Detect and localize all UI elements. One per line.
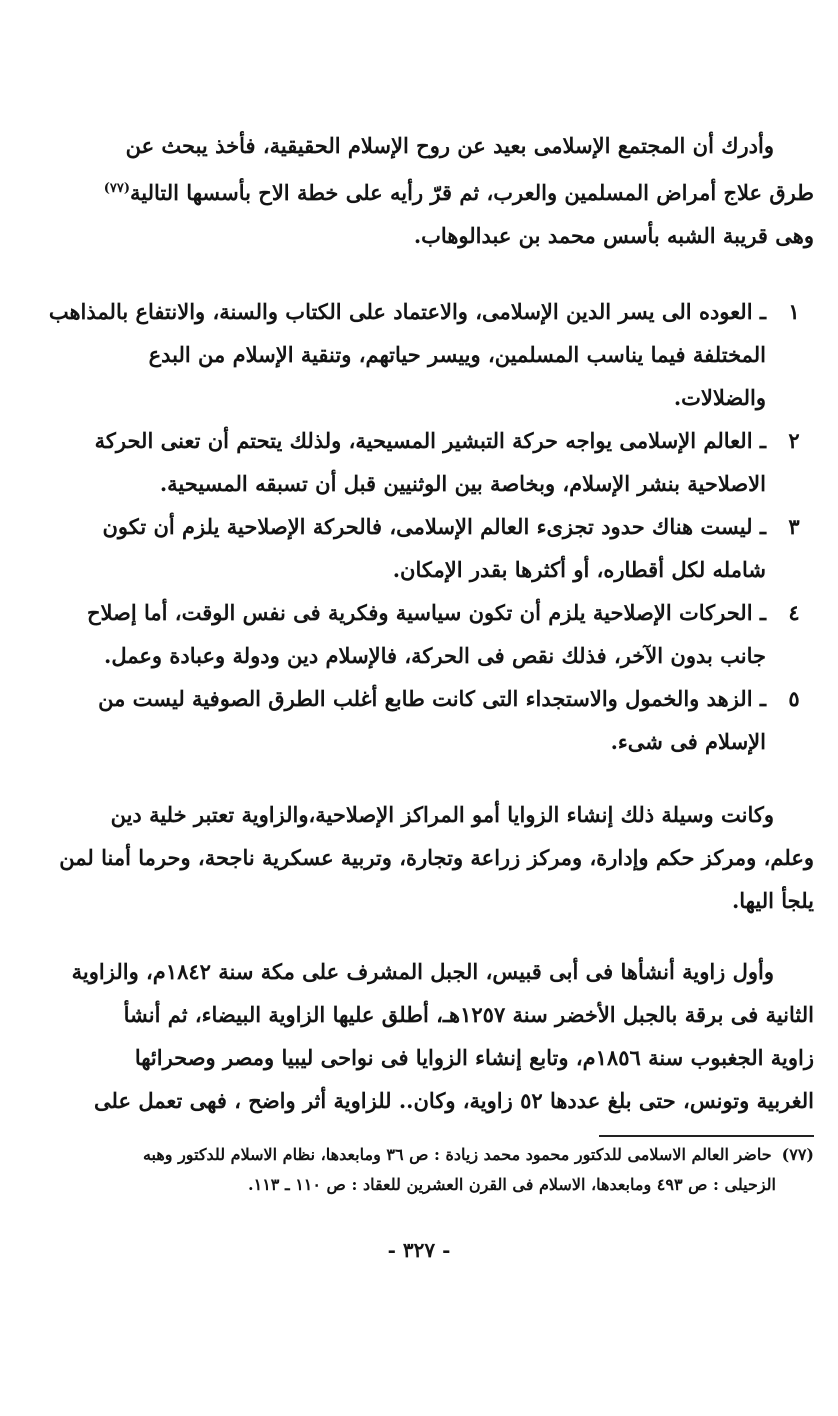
list-item-1-line-2: المختلفة فيما يناسب المسلمين، وييسر حياتهم، وتنقية الإسلام من البدع	[148, 342, 766, 367]
list-item-5-line-1: ـ الزهد والخمول والاستجداء التى كانت طابع أغلب الطرق الصوفية ليست من	[98, 686, 766, 711]
footnote-line-1	[94, 1140, 814, 1170]
list-number: ٥	[788, 686, 800, 711]
paragraph-3	[71, 950, 814, 1122]
list-item-2-line-1: ـ العالم الإسلامى يواجه حركة التبشير المسيحية، ولذلك يتحتم أن تعنى الحركة	[94, 428, 766, 453]
paragraph-3-line-4: الغربية وتونس، حتى بلغ عددها ٥٢ زاوية، وكان.. للزاوية أثر واضح ، فهى تعمل على	[94, 1088, 814, 1113]
footnote-text-1: حاضر العالم الاسلامى للدكتور محمود محمد زيادة : ص ٣٦ ومابعدها، نظام الاسلام للدكتور وهبه	[142, 1145, 772, 1164]
paragraph-1-line-3: وهى قريبة الشبه بأسس محمد بن عبدالوهاب.	[413, 223, 814, 248]
paragraph-1	[103, 124, 814, 257]
paragraph-2-line-2: وعلم، ومركز حكم وإدارة، ومركز زراعة وتجارة، وتربية عسكرية ناجحة، وحرما أمنا لمن	[59, 845, 814, 870]
footnote-reference[interactable]: (٧٧)	[103, 181, 131, 196]
list-item-4-line-2: جانب بدون الآخر، فذلك نقص فى الحركة، فالإسلام دين ودولة وعبادة وعمل.	[104, 643, 766, 668]
list-number: ٤	[788, 600, 800, 625]
list-item-1-line-3: والضلالات.	[673, 385, 766, 410]
list-number: ٢	[788, 428, 800, 453]
list-item-text	[48, 290, 766, 419]
list-item-3-line-2: شامله لكل أقطاره، أو أكثرها بقدر الإمكان.	[392, 557, 766, 582]
footnote-line-2: الزحيلى : ص ٤٩٣ ومابعدها، الاسلام فى القرن العشرين للعقاد : ص ١١٠ ـ ١١٣.	[248, 1175, 776, 1194]
page-number: - ٣٢٧ -	[387, 1238, 451, 1262]
footnote-number: (٧٧)	[781, 1145, 814, 1164]
list-item-4-line-1: ـ الحركات الإصلاحية يلزم أن تكون سياسية وفكرية فى نفس الوقت، أما إصلاح	[86, 600, 766, 625]
paragraph-2-line-3: يلجأ اليها.	[731, 888, 814, 913]
list-item-text	[94, 677, 766, 763]
paragraph-1-line-2-text: طرق علاج أمراض المسلمين والعرب، ثم قرّ رأيه على خطة الاح بأسسها التالية	[130, 180, 814, 205]
paragraph-2-line-1: وكانت وسيلة ذلك إنشاء الزوايا أمو المراكز الإصلاحية،والزاوية تعتبر خلية دين	[110, 802, 774, 827]
numbered-list	[48, 290, 814, 763]
list-item-3	[94, 505, 814, 591]
list-number: ١	[788, 299, 800, 324]
list-item-2-line-2: الاصلاحية بنشر الإسلام، وبخاصة بين الوثنيين قبل أن تسبقه المسيحية.	[159, 471, 766, 496]
paragraph-1-line-1: وأدرك أن المجتمع الإسلامى بعيد عن روح الإسلام الحقيقية، فأخذ يبحث عن	[125, 133, 774, 158]
paragraph-2	[59, 793, 814, 922]
paragraph-3-line-3: زاوية الجغبوب سنة ١٨٥٦م، وتابع إنشاء الزوايا فى نواحى ليبيا ومصر وصحرائها	[134, 1045, 814, 1070]
list-item-text	[86, 591, 766, 677]
footnote	[94, 1140, 814, 1200]
footnote-divider	[599, 1135, 814, 1137]
list-item-4	[86, 591, 814, 677]
list-item-1-line-1: ـ العوده الى يسر الدين الإسلامى، والاعتماد على الكتاب والسنة، والانتفاع بالمذاهب	[48, 299, 766, 324]
paragraph-3-line-2: الثانية فى برقة بالجبل الأخضر سنة ١٢٥٧هـ، أطلق عليها الزاوية البيضاء، ثم أنشأ	[123, 1002, 814, 1027]
list-item-5	[94, 677, 814, 763]
paragraph-3-line-1: وأول زاوية أنشأها فى أبى قبيس، الجبل المشرف على مكة سنة ١٨٤٢م، والزاوية	[71, 959, 774, 984]
list-item-text	[94, 505, 766, 591]
paragraph-1-line-2	[103, 167, 814, 214]
list-item-5-line-2: الإسلام فى شىء.	[610, 729, 766, 754]
list-number: ٣	[788, 514, 800, 539]
list-item-text	[94, 419, 766, 505]
list-item-3-line-1: ـ ليست هناك حدود تجزىء العالم الإسلامى، فالحركة الإصلاحية يلزم أن تكون	[102, 514, 766, 539]
list-item-1	[48, 290, 814, 419]
list-item-2	[94, 419, 814, 505]
